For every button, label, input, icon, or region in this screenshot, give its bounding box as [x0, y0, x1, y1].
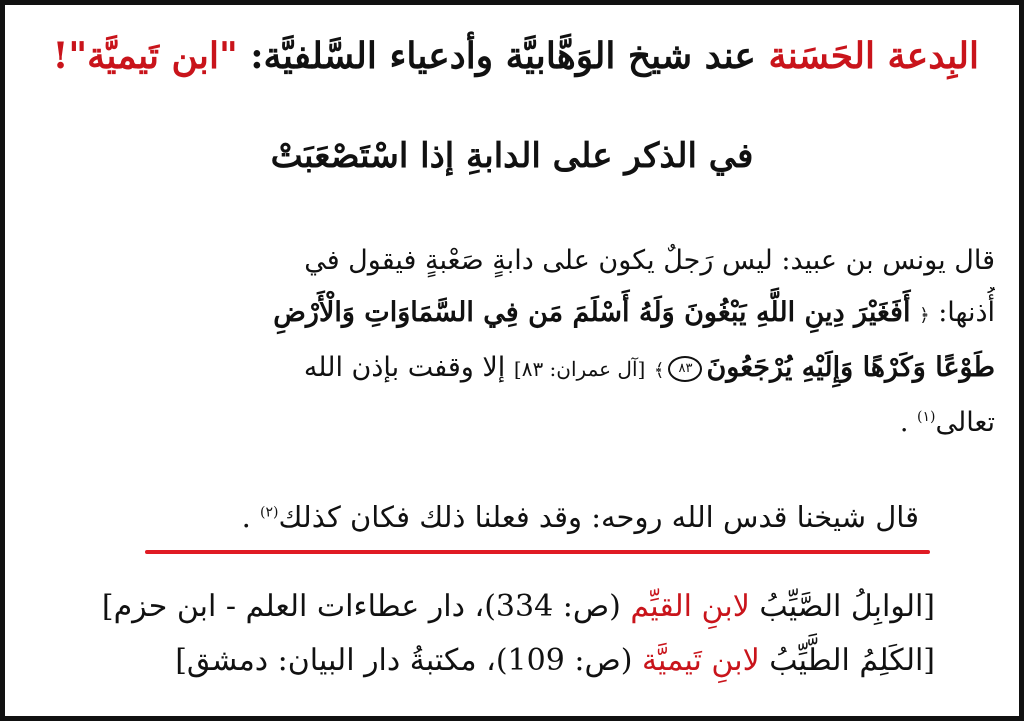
paragraph-line-2	[29, 287, 995, 342]
quote-period: .	[241, 500, 251, 534]
source-line-1	[45, 580, 935, 634]
paragraph-line-3	[29, 342, 995, 397]
source-2-details: (ص: 109)، مكتبةُ دار البيان: دمشق]	[175, 643, 642, 678]
title-red-name: "ابن تَيميَّة"!	[52, 35, 238, 77]
sources-block	[45, 580, 935, 688]
page-title	[45, 27, 979, 87]
source-1-title: [الوابِلُ الصَّيِّبُ	[749, 589, 935, 624]
source-1-author: لابنِ القيِّم	[630, 589, 750, 624]
sheikh-quote	[45, 493, 919, 541]
verse-reference: [آل عمران: ٨٣]	[513, 357, 646, 381]
quran-verse-part-1: أَفَغَيْرَ دِينِ اللَّهِ يَبْغُونَ وَلَهُ أَسْلَمَ مَن فِي السَّمَاوَاتِ وَالْأَرْضِ	[273, 297, 911, 328]
quran-verse-part-2: طَوْعًا وَكَرْهًا وَإِلَيْهِ يُرْجَعُونَ	[706, 352, 995, 383]
quote-text: قال شيخنا قدس الله روحه: وقد فعلنا ذلك فكان كذلك	[278, 500, 919, 534]
source-2-title: [الكَلِمُ الطَّيِّبُ	[759, 643, 935, 678]
ayah-number-badge: ٨٣	[668, 356, 702, 382]
quran-close-bracket-icon: ﴾	[653, 360, 665, 381]
title-black-phrase: عند شيخ الوَهَّابيَّة وأدعياء السَّلفيَّة:	[237, 35, 769, 77]
paragraph-closing-word: تعالى	[935, 407, 995, 438]
footnote-marker-1: (١)	[917, 409, 936, 425]
red-divider	[145, 550, 930, 554]
source-2-author: لابنِ تَيميَّة	[641, 643, 760, 678]
paragraph-line-4	[29, 397, 995, 449]
paragraph-tail: إلا وقفت بإذن الله	[303, 352, 514, 383]
narration-paragraph	[29, 235, 995, 449]
source-line-2	[45, 634, 935, 688]
quran-open-bracket-icon: ﴿	[919, 305, 930, 326]
footnote-marker-2: (٢)	[260, 504, 279, 521]
paragraph-lead: أُذنها:	[929, 297, 995, 328]
source-1-details: (ص: 334)، دار عطاءات العلم - ابن حزم]	[101, 589, 631, 624]
page-subtitle: في الذكر على الدابةِ إذا اسْتَصْعَبَتْ	[270, 136, 754, 176]
paragraph-period: .	[899, 407, 909, 438]
title-red-phrase: البِدعة الحَسَنة	[768, 35, 979, 77]
paragraph-line-1: قال يونس بن عبيد: ليس رَجلٌ يكون على دابةٍ صَعْبةٍ فيقول في	[304, 245, 995, 276]
